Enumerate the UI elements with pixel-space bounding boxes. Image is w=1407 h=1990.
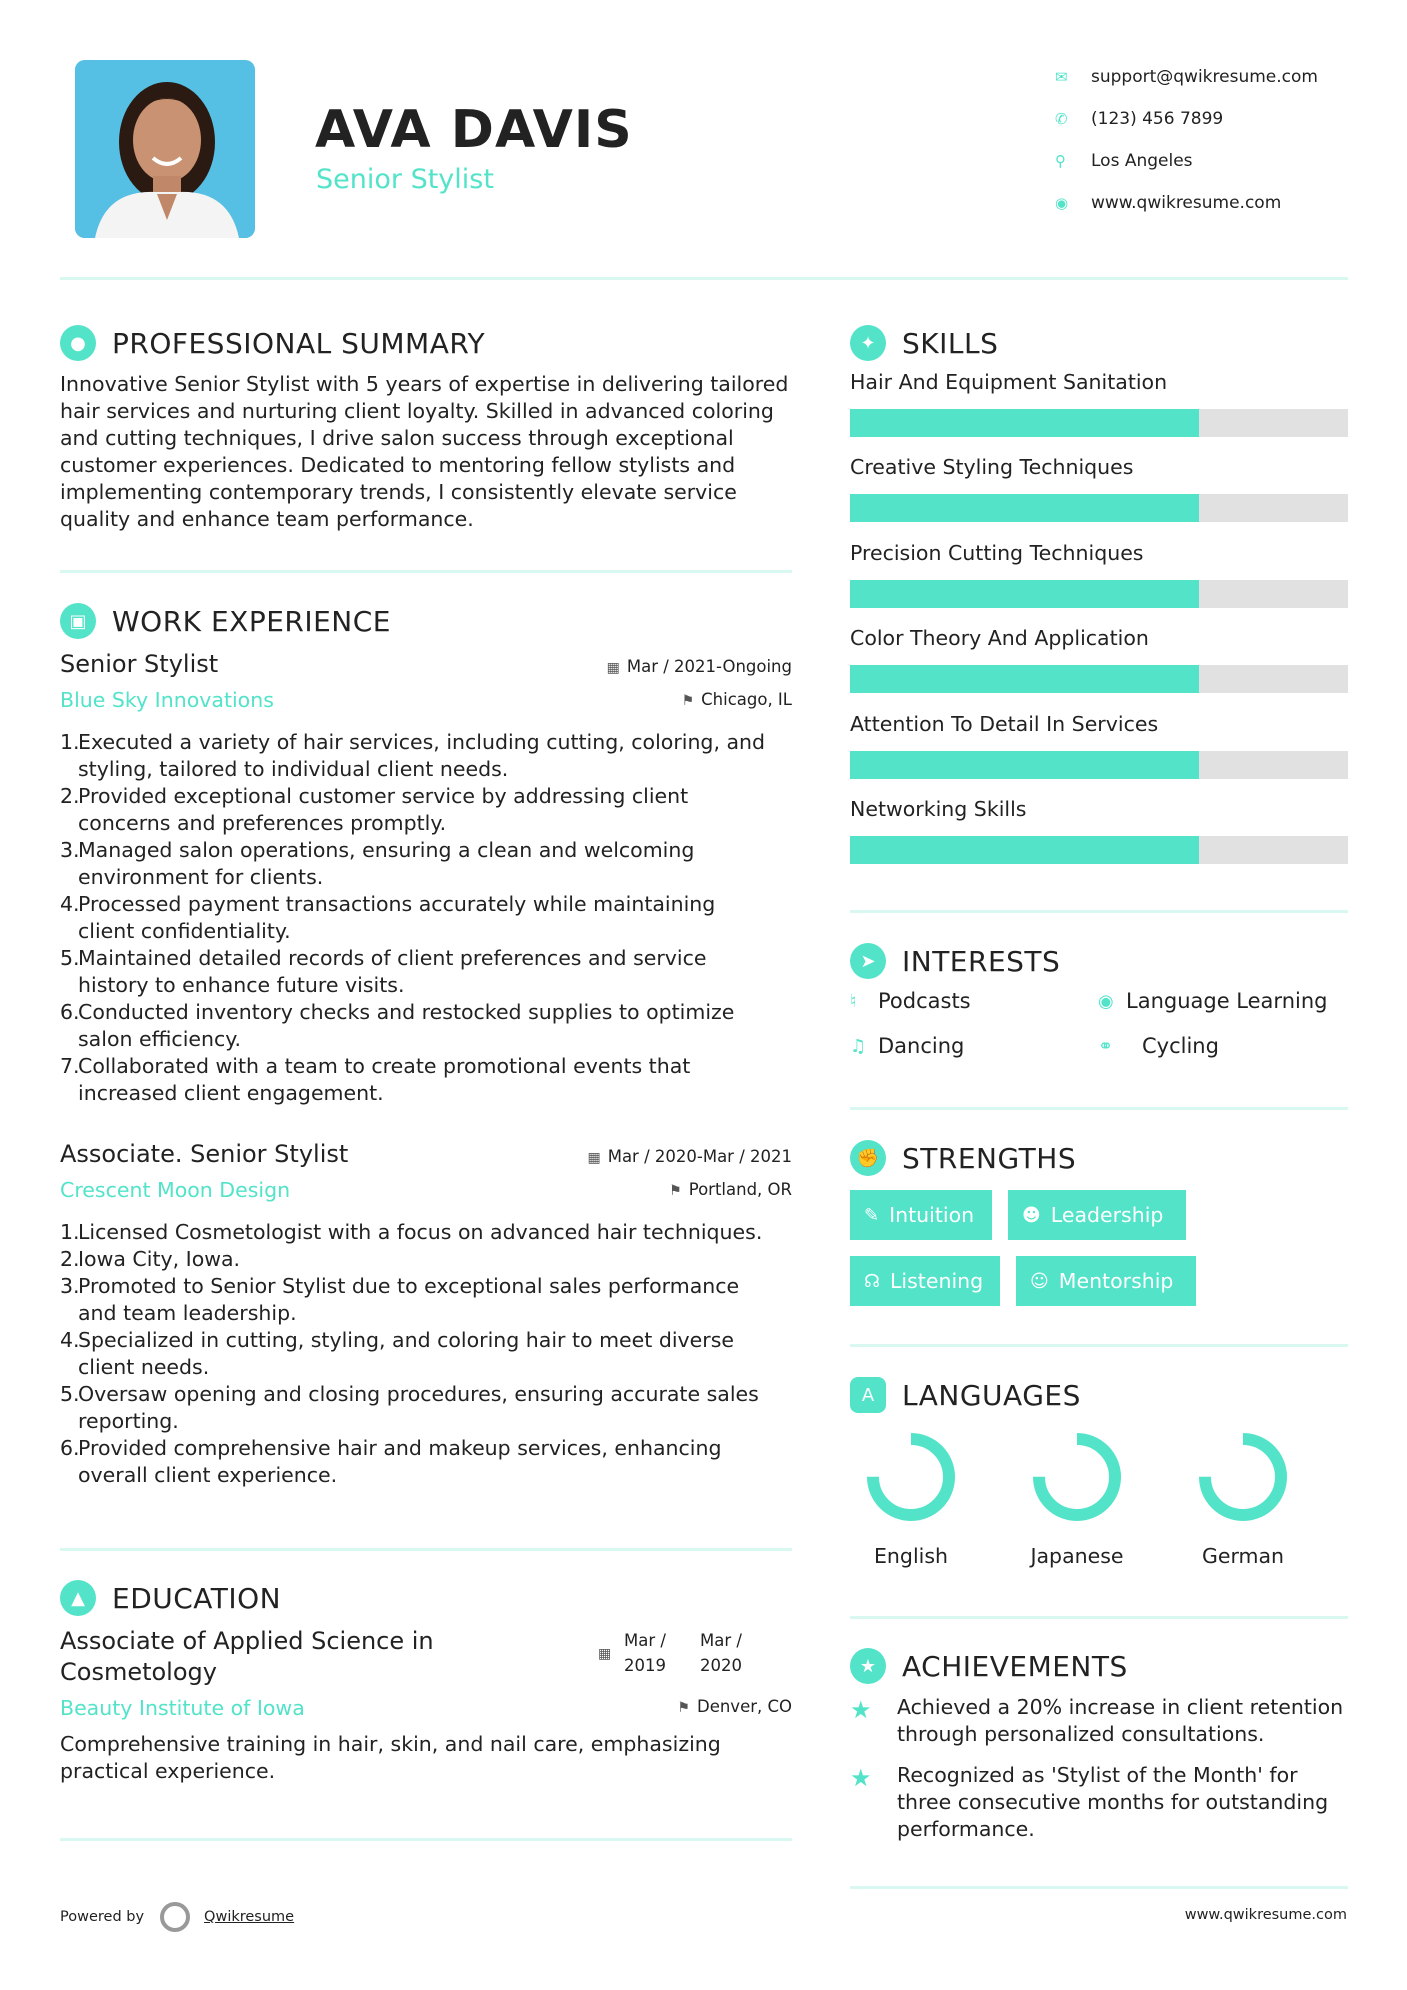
interest-item: ⚭ Cycling <box>1098 1034 1219 1058</box>
footer-powered-by <box>60 1902 294 1932</box>
education-divider <box>60 1838 792 1841</box>
strengths-title: STRENGTHS <box>902 1141 1077 1175</box>
list-item: 5. Oversaw opening and closing procedures, ensuring accurate sales reporting. <box>60 1382 759 1433</box>
skill-bar-fill <box>850 665 1199 693</box>
list-item: 3. Managed salon operations, ensuring a clean and welcoming environment for clients. <box>60 838 695 889</box>
interest-item: ♮ Podcasts <box>850 989 971 1013</box>
globe-icon: ◉ <box>1098 990 1114 1012</box>
job-dates: ▦ Mar / 2020-Mar / 2021 <box>587 1147 792 1166</box>
graduation-cap-icon: ▲ <box>60 1580 96 1616</box>
achievement-item: Achieved a 20% increase in client retention through personalized consultations. <box>897 1695 1344 1746</box>
fist-icon: ✊ <box>850 1140 886 1176</box>
job-company: Blue Sky Innovations <box>60 688 274 712</box>
skill-label: Attention To Detail In Services <box>850 711 1159 736</box>
contact-list <box>1055 56 1318 224</box>
language-name: Japanese <box>1030 1544 1124 1568</box>
language-name: English <box>873 1544 949 1568</box>
list-item: 7. Collaborated with a team to create promotional events that increased client engagement. <box>60 1054 691 1105</box>
language-name: German <box>1201 1544 1285 1568</box>
languages-divider <box>850 1616 1348 1619</box>
summary-text: Innovative Senior Stylist with 5 years of expertise in delivering tailored hair services and nurturing client loyalty. Skilled in advanced coloring and cutting techniques, I drive salon success through exceptional customer experiences. Dedicated to mentoring fellow stylists and implementing contemporary trends, I consistently elevate service quality and enhance team performance. <box>60 372 789 531</box>
list-item: 4. Specialized in cutting, styling, and coloring hair to meet diverse client needs. <box>60 1328 735 1379</box>
skill-bar-fill <box>850 580 1199 608</box>
globe-icon: ◉ <box>1055 194 1069 212</box>
bicycle-icon: ⚭ <box>1098 1035 1114 1057</box>
interests-heading <box>850 943 1060 979</box>
skill-label: Hair And Equipment Sanitation <box>850 370 1168 394</box>
skill-label: Color Theory And Application <box>850 626 1149 651</box>
skill-bar <box>850 836 1348 864</box>
candidate-title: Senior Stylist <box>316 164 494 195</box>
work-title: WORK EXPERIENCE <box>112 604 391 638</box>
strengths-heading <box>850 1140 1076 1176</box>
list-item: 1. Licensed Cosmetologist with a focus on advanced hair techniques. <box>60 1220 763 1244</box>
summary-divider <box>60 570 792 573</box>
powered-by-text: Powered by <box>60 1909 145 1925</box>
languages-title: LANGUAGES <box>902 1378 1081 1412</box>
language-level-arc <box>873 1439 949 1515</box>
list-item: 1. Executed a variety of hair services, including cutting, coloring, and styling, tailored to individual client needs. <box>60 730 766 781</box>
skill-label: Precision Cutting Techniques <box>850 540 1144 565</box>
job-dates: ▦ Mar / 2021-Ongoing <box>606 657 792 676</box>
list-item: 2. Provided exceptional customer service by addressing client concerns and preferences promptly. <box>60 784 689 835</box>
strengths-divider <box>850 1344 1348 1347</box>
contact-phone-text: (123) 456 7899 <box>1091 109 1224 129</box>
paper-plane-icon: ➤ <box>850 943 886 979</box>
contact-location-text: Los Angeles <box>1091 151 1193 171</box>
contact-email[interactable] <box>1055 56 1318 98</box>
list-item: 5. Maintained detailed records of client preferences and service history to enhance future visits. <box>60 946 707 997</box>
wand-icon: ✎ <box>864 1204 880 1226</box>
calendar-icon: ▦ <box>606 660 620 676</box>
strength-chip: ☺ Mentorship <box>1016 1256 1196 1306</box>
envelope-icon: ✉ <box>1055 68 1068 86</box>
contact-email-text: support@qwikresume.com <box>1091 67 1318 87</box>
calendar-icon: ▦ <box>587 1150 601 1166</box>
resume-page: AVA DAVIS Senior Stylist ✉ support@qwikresume.com ✆ (123) 456 7899 ⚲ Los Angeles ◉ www.qwikresume.com ● PROFESSIONAL SUMMARY Innovative Senior Stylist with 5 years of expertise in delivering tailored hair services and nurturing client loyalty. Skilled in advanced coloring and cutting techniques, I drive salon success through exceptional customer experiences. Dedicated to mentoring fellow stylists and implementing contemporary trends, I consistently elevate service quality and enhance team performance. ▣ WORK EXPERIENCE Senior Stylist ▦ Mar / 2021-Ongoing Blue Sky Innovations ⚑ Chicago, IL 1. Executed a variety of hair services, including cutting, coloring, and styling, tailored to individual client needs. 2. Provided exceptional customer service by addressing client concerns and preferences promptly. 3. Managed salon operations, ensuring a clean and welcoming environment for clients. 4. Processed payment transactions accurately while maintaining client confidentiality. 5. Maintained detailed records of client preferences and service history to enhance future visits. 6. Conducted inventory checks and restocked supplies to optimize salon efficiency. 7. Collaborated with a team to create promotional events that increased client engagement. Associate. Senior Stylist ▦ Mar / 2020-Mar / 2021 Crescent Moon Design ⚑ Portland, OR 1. Licensed Cosmetologist with a focus on advanced hair techniques. 2. Iowa City, Iowa. 3. Promoted to Senior Stylist due to exceptional sales performance and team leadership. 4. Specialized in cutting, styling, and coloring hair to meet diverse client needs. 5. Oversaw opening and closing procedures, ensuring accurate sales reporting. 6. Provided comprehensive hair and makeup services, enhancing overall client experience. ▲ EDUCATION Associate of Applied Science in Cosmetology ▦ Mar / 2019 Mar / 2020 Beauty Institute of Iowa ⚑ Denver, CO Comprehensive training in hair, skin, and nail care, emphasizing practical experience. ✦ SKILLS Hair And Equipment Sanitation Creative Styling Techniques Precision Cutting Techniques Color Theory And Application Attention To Detail In Services Networking Skills ➤ INTERESTS ♮ Podcasts ◉ Language Learning ♫ Dancing ⚭ Cycling ✊ STRENGTHS ✎ Intuition ☻ Leadership ☊ Listening ☺ Mentorship A LANGUAGES English Japanese German ★ ACHIEVEMENTS ★ Achieved a 20% increase in client retention through personalized consultations. ★ Recognized as 'Stylist of the Month' for three consecutive months for outstanding performance. Powered by Qwikresume www.qwikresume.com <box>0 0 1407 1990</box>
star-icon: ★ <box>850 1696 872 1724</box>
language-level-ring <box>1198 1432 1288 1522</box>
pin-icon: ⚑ <box>677 1700 690 1716</box>
skill-bar <box>850 580 1348 608</box>
map-pin-icon: ⚲ <box>1055 152 1066 170</box>
strength-chip: ☊ Listening <box>850 1256 1000 1306</box>
job-bullets <box>60 729 800 1107</box>
skill-bar-fill <box>850 836 1199 864</box>
skill-label: Networking Skills <box>850 797 1027 821</box>
degree-title: Associate of Applied Science in Cosmetology <box>60 1627 434 1686</box>
skill-bar <box>850 751 1348 779</box>
footer-url[interactable]: www.qwikresume.com <box>1184 1907 1347 1923</box>
pin-icon: ⚑ <box>669 1183 682 1199</box>
language-level-arc <box>1205 1439 1281 1515</box>
summary-title: PROFESSIONAL SUMMARY <box>112 326 486 360</box>
skill-bar-fill <box>850 409 1199 437</box>
list-item: 6. Conducted inventory checks and restocked supplies to optimize salon efficiency. <box>60 1000 735 1051</box>
skills-divider <box>850 910 1348 913</box>
language-level-ring <box>866 1432 956 1522</box>
star-icon: ★ <box>850 1764 872 1792</box>
achievement-item: Recognized as 'Stylist of the Month' for three consecutive months for outstanding performance. <box>897 1763 1329 1841</box>
lightbulb-icon: ✦ <box>850 325 886 361</box>
school-name: Beauty Institute of Iowa <box>60 1696 305 1720</box>
achievements-divider <box>850 1886 1348 1889</box>
contact-phone[interactable] <box>1055 98 1318 140</box>
skill-bar-fill <box>850 751 1199 779</box>
skill-bar <box>850 494 1348 522</box>
achievements-title: ACHIEVEMENTS <box>902 1649 1128 1683</box>
job-title: Associate. Senior Stylist <box>60 1140 349 1168</box>
achievements-heading <box>850 1648 1128 1684</box>
job-title: Senior Stylist <box>60 650 219 678</box>
contact-location <box>1055 140 1318 182</box>
job-location: ⚑ Portland, OR <box>669 1180 792 1199</box>
phone-icon: ✆ <box>1055 110 1068 128</box>
skill-bar-fill <box>850 494 1199 522</box>
microphone-icon: ♮ <box>850 990 857 1012</box>
headphones-icon: ☊ <box>864 1270 880 1292</box>
skill-label: Creative Styling Techniques <box>850 455 1134 480</box>
language-level-ring <box>1032 1432 1122 1522</box>
list-item: 2. Iowa City, Iowa. <box>60 1247 241 1271</box>
language-level-arc <box>1039 1439 1115 1515</box>
interest-item: ◉ Language Learning <box>1098 989 1328 1013</box>
award-icon: ★ <box>850 1648 886 1684</box>
skill-bar <box>850 409 1348 437</box>
job-bullets <box>60 1219 800 1489</box>
interests-divider <box>850 1107 1348 1110</box>
work-heading <box>60 603 391 639</box>
list-item: 4. Processed payment transactions accurately while maintaining client confidentiality. <box>60 892 716 943</box>
user-plus-icon: ☺ <box>1030 1270 1049 1292</box>
contact-website-text: www.qwikresume.com <box>1091 193 1282 213</box>
education-heading <box>60 1580 281 1616</box>
skills-heading <box>850 325 998 361</box>
briefcase-icon: ▣ <box>60 603 96 639</box>
interests-title: INTERESTS <box>902 944 1061 978</box>
contact-website[interactable] <box>1055 182 1318 224</box>
languages-heading <box>850 1377 1081 1413</box>
interest-item: ♫ Dancing <box>850 1034 965 1058</box>
brand-link[interactable]: Qwikresume <box>204 1909 295 1925</box>
work-divider <box>60 1548 792 1551</box>
calendar-icon: ▦ <box>598 1646 612 1662</box>
header-divider <box>60 277 1348 280</box>
job-location: ⚑ Chicago, IL <box>681 690 792 709</box>
skills-title: SKILLS <box>902 326 999 360</box>
list-item: 6. Provided comprehensive hair and makeup services, enhancing overall client experience. <box>60 1436 722 1487</box>
education-location: ⚑ Denver, CO <box>677 1697 792 1716</box>
pin-icon: ⚑ <box>681 693 695 709</box>
music-note-icon: ♫ <box>850 1035 867 1057</box>
user-icon: ● <box>60 325 96 361</box>
summary-heading <box>60 325 485 361</box>
language-icon: A <box>850 1377 886 1413</box>
education-description: Comprehensive training in hair, skin, and nail care, emphasizing practical experience. <box>60 1732 721 1783</box>
profile-photo <box>75 60 255 238</box>
job-company: Crescent Moon Design <box>60 1178 291 1202</box>
users-icon: ☻ <box>1022 1204 1041 1226</box>
qwikresume-logo-icon <box>160 1902 190 1932</box>
strength-chip: ☻ Leadership <box>1008 1190 1186 1240</box>
strength-chip: ✎ Intuition <box>850 1190 992 1240</box>
candidate-name: AVA DAVIS <box>315 100 633 160</box>
skill-bar <box>850 665 1348 693</box>
education-title: EDUCATION <box>112 1581 282 1615</box>
list-item: 3. Promoted to Senior Stylist due to exceptional sales performance and team leadership. <box>60 1274 740 1325</box>
